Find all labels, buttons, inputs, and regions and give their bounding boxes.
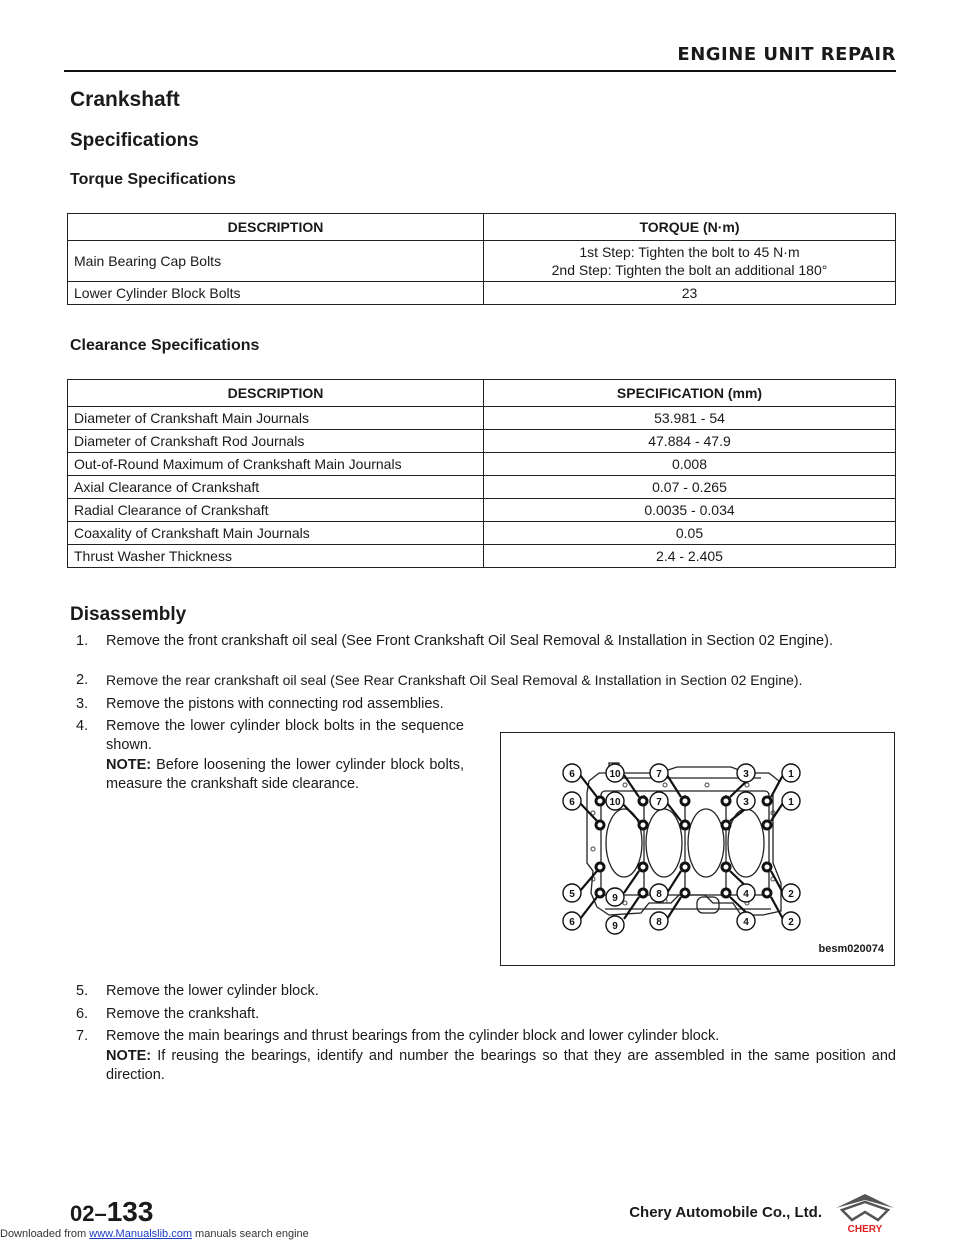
table-header-row — [68, 380, 896, 407]
step-number: 7. — [76, 1028, 89, 1044]
table-row — [68, 522, 896, 545]
step-1 — [76, 632, 898, 672]
step-number: 1. — [76, 633, 89, 649]
table-row — [68, 453, 896, 476]
table-cell: Diameter of Crankshaft Rod Journals — [68, 430, 484, 453]
step-number: 3. — [76, 696, 89, 712]
column-header: DESCRIPTION — [68, 214, 484, 241]
table-cell: Coaxality of Crankshaft Main Journals — [68, 522, 484, 545]
callout-label: 3 — [743, 769, 749, 780]
note-label: NOTE: — [106, 1048, 152, 1064]
step-number: 5. — [76, 983, 89, 999]
page-number — [70, 1196, 153, 1228]
table-cell: Radial Clearance of Crankshaft — [68, 499, 484, 522]
callout-label: 2 — [788, 889, 794, 900]
table-row — [68, 499, 896, 522]
page-title: Crankshaft — [70, 88, 180, 111]
callout-label: 8 — [656, 889, 662, 900]
company-name: Chery Automobile Co., Ltd. — [629, 1204, 822, 1221]
step-text: Remove the lower cylinder block bolts in the sequence shown. — [106, 718, 464, 753]
note-text: If reusing the bearings, identify and number the bearings so that they are assembled in the same position and direction. — [106, 1048, 896, 1083]
column-header: SPECIFICATION (mm) — [484, 380, 896, 407]
step-text: Remove the rear crankshaft oil seal (See Rear Crankshaft Oil Seal Removal & Installation in Section 02 Engine). — [106, 672, 803, 688]
figure-caption: besm020074 — [818, 943, 884, 955]
step-number: 6. — [76, 1006, 89, 1022]
callout-label: 7 — [656, 797, 662, 808]
table-cell — [484, 241, 896, 282]
table-cell: 0.05 — [484, 522, 896, 545]
callout-label: 4 — [743, 917, 749, 928]
note-text: Before loosening the lower cylinder block bolts, measure the crankshaft side clearance. — [106, 757, 465, 792]
step-text: Remove the main bearings and thrust bearings from the cylinder block and lower cylinder block. — [106, 1028, 720, 1044]
logo-wordmark: CHERY — [847, 1224, 883, 1234]
torque-step-2: 2nd Step: Tighten the bolt an additional 180° — [551, 262, 828, 278]
cylinder-block-figure — [500, 732, 895, 966]
table-cell: Diameter of Crankshaft Main Journals — [68, 407, 484, 430]
table-cell: 47.884 - 47.9 — [484, 430, 896, 453]
callout-label: 2 — [788, 917, 794, 928]
section-number: 02– — [70, 1201, 107, 1226]
chery-logo-icon — [830, 1190, 900, 1234]
table-row — [68, 430, 896, 453]
step-text: Remove the pistons with connecting rod assemblies. — [106, 696, 444, 712]
table-cell: Lower Cylinder Block Bolts — [68, 282, 484, 305]
torque-step-1: 1st Step: Tighten the bolt to 45 N·m — [579, 244, 800, 260]
callout-label: 10 — [609, 769, 621, 780]
column-header: TORQUE (N·m) — [484, 214, 896, 241]
table-cell: 53.981 - 54 — [484, 407, 896, 430]
table-row — [68, 545, 896, 568]
table-cell: Out-of-Round Maximum of Crankshaft Main Journals — [68, 453, 484, 476]
clearance-heading: Clearance Specifications — [70, 337, 260, 354]
callout-label: 4 — [743, 889, 749, 900]
bolt-sequence-diagram — [501, 733, 896, 967]
callout-label: 8 — [656, 917, 662, 928]
table-cell: 0.0035 - 0.034 — [484, 499, 896, 522]
table-cell: Axial Clearance of Crankshaft — [68, 476, 484, 499]
table-cell: 0.07 - 0.265 — [484, 476, 896, 499]
column-header: DESCRIPTION — [68, 380, 484, 407]
step-text: Remove the front crankshaft oil seal (See Front Crankshaft Oil Seal Removal & Installation in Section 02 Engine). — [106, 633, 833, 649]
step-3 — [76, 695, 898, 715]
step-7 — [76, 1027, 898, 1047]
callout-label: 9 — [612, 893, 618, 904]
table-cell: 0.008 — [484, 453, 896, 476]
note-label: NOTE: — [106, 757, 152, 773]
step-text: Remove the lower cylinder block. — [106, 983, 319, 999]
step-2 — [76, 671, 898, 691]
step-5 — [76, 982, 898, 1002]
download-source — [0, 1228, 309, 1240]
download-prefix: Downloaded from — [0, 1228, 90, 1240]
step-6 — [76, 1005, 898, 1025]
step-number: 4. — [76, 718, 89, 734]
callout-label: 9 — [612, 921, 618, 932]
callout-label: 6 — [569, 769, 575, 780]
header-rule — [64, 70, 896, 72]
note-step-7 — [106, 1047, 896, 1085]
specifications-heading: Specifications — [70, 130, 199, 151]
callout-label: 1 — [788, 797, 794, 808]
section-header: ENGINE UNIT REPAIR — [677, 44, 896, 65]
clearance-table — [67, 379, 896, 568]
table-cell: 23 — [484, 282, 896, 305]
table-row — [68, 241, 896, 282]
callout-label: 6 — [569, 917, 575, 928]
table-row — [68, 407, 896, 430]
table-header-row — [68, 214, 896, 241]
callout-label: 3 — [743, 797, 749, 808]
step-text: Remove the crankshaft. — [106, 1006, 260, 1022]
table-row — [68, 476, 896, 499]
callout-label: 7 — [656, 769, 662, 780]
step-4 — [76, 717, 466, 757]
callout-label: 1 — [788, 769, 794, 780]
callout-label: 10 — [609, 797, 621, 808]
page-number-value: 133 — [106, 1196, 154, 1227]
callout-label: 6 — [569, 797, 575, 808]
disassembly-heading: Disassembly — [70, 604, 187, 625]
torque-heading: Torque Specifications — [70, 171, 236, 188]
manualslib-link[interactable]: www.Manualslib.com — [89, 1228, 192, 1240]
torque-table — [67, 213, 896, 305]
table-cell: Thrust Washer Thickness — [68, 545, 484, 568]
table-row — [68, 282, 896, 305]
step-number: 2. — [76, 672, 89, 688]
table-cell: Main Bearing Cap Bolts — [68, 241, 484, 282]
callout-label: 5 — [569, 889, 575, 900]
note-step-4 — [106, 756, 464, 794]
download-suffix: manuals search engine — [191, 1228, 309, 1240]
table-cell: 2.4 - 2.405 — [484, 545, 896, 568]
